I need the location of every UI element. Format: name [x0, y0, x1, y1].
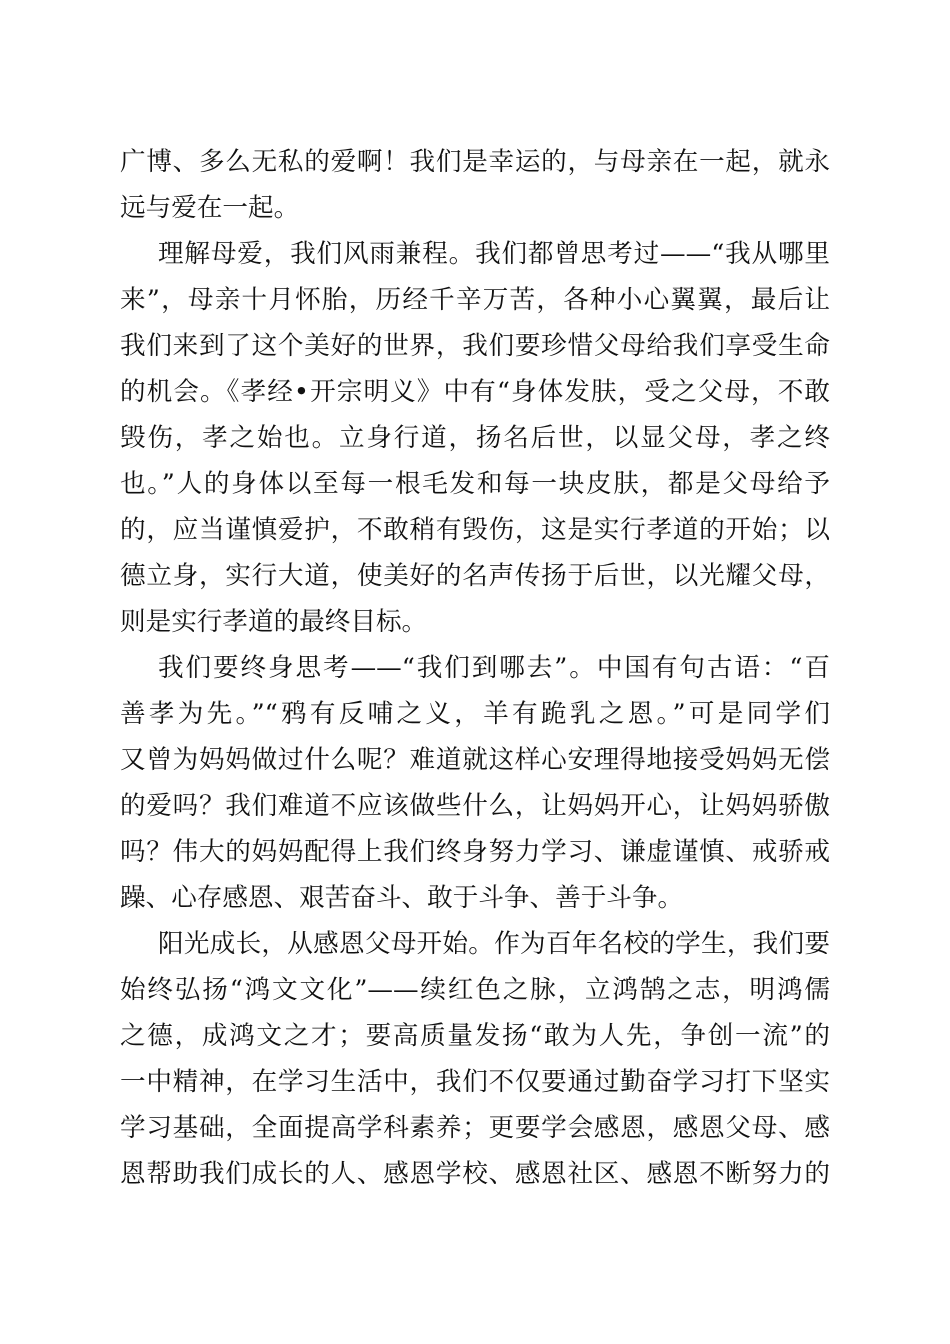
- text-line: 德立身，实行大道，使美好的名声传扬于后世，以光耀父母，: [120, 561, 830, 591]
- text-line: 的机会。《孝经•开宗明义》中有“身体发肤，受之父母，不敢: [120, 377, 830, 407]
- text-line: 始终弘扬“鸿文文化”——续红色之脉，立鸿鹄之志，明鸿儒: [120, 975, 830, 1005]
- text-line: 则是实行孝道的最终目标。: [120, 607, 428, 637]
- text-line: 广博、多么无私的爱啊！我们是幸运的，与母亲在一起，就永: [120, 147, 830, 177]
- text-line: 的爱吗？我们难道不应该做些什么，让妈妈开心，让妈妈骄傲: [120, 791, 830, 821]
- text-line: 又曾为妈妈做过什么呢？难道就这样心安理得地接受妈妈无偿: [120, 745, 830, 775]
- text-line: 善孝为先。”“鸦有反哺之义，羊有跪乳之恩。”可是同学们: [120, 699, 830, 729]
- text-line: 之德，成鸿文之才；要高质量发扬“敢为人先，争创一流”的: [120, 1021, 830, 1051]
- text-line: 恩帮助我们成长的人、感恩学校、感恩社区、感恩不断努力的: [120, 1159, 830, 1189]
- document-body: [120, 139, 830, 1197]
- text-line: 吗？伟大的妈妈配得上我们终身努力学习、谦虚谨慎、戒骄戒: [120, 837, 830, 867]
- text-line: 的，应当谨慎爱护，不敢稍有毁伤，这是实行孝道的开始；以: [120, 515, 830, 545]
- text-line: 学习基础，全面提高学科素养；更要学会感恩，感恩父母、感: [120, 1113, 830, 1143]
- paragraph-start-line: 理解母爱，我们风雨兼程。我们都曾思考过——“我从哪里: [158, 239, 830, 269]
- text-line: 远与爱在一起。: [120, 193, 300, 223]
- text-line: 躁、心存感恩、艰苦奋斗、敢于斗争、善于斗争。: [120, 883, 684, 913]
- paragraph-start-line: 阳光成长，从感恩父母开始。作为百年名校的学生，我们要: [158, 929, 830, 959]
- text-line: 来”，母亲十月怀胎，历经千辛万苦，各种小心翼翼，最后让: [120, 285, 830, 315]
- text-line: 也。”人的身体以至每一根毛发和每一块皮肤，都是父母给予: [120, 469, 830, 499]
- paragraph-start-line: 我们要终身思考——“我们到哪去”。中国有句古语：“百: [158, 653, 830, 683]
- text-line: 我们来到了这个美好的世界，我们要珍惜父母给我们享受生命: [120, 331, 830, 361]
- text-line: 一中精神，在学习生活中，我们不仅要通过勤奋学习打下坚实: [120, 1067, 830, 1097]
- text-line: 毁伤，孝之始也。立身行道，扬名后世，以显父母，孝之终: [120, 423, 830, 453]
